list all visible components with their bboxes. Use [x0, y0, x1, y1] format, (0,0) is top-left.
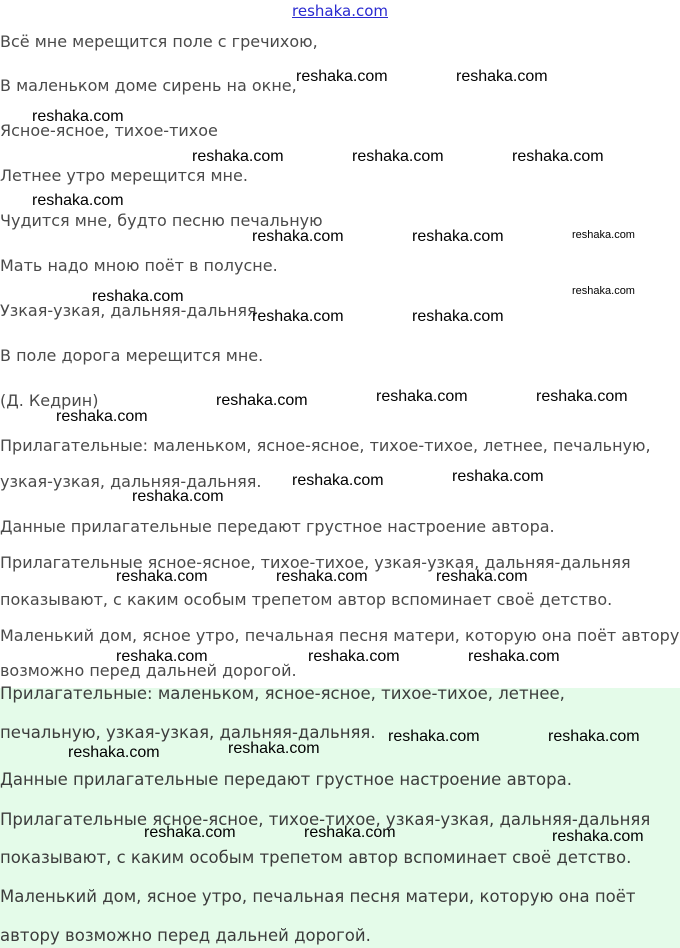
watermark: reshaka.com	[572, 229, 635, 241]
watermark: reshaka.com	[68, 744, 160, 761]
watermark: reshaka.com	[144, 824, 236, 841]
poem-line: Мать надо мною поёт в полусне.	[0, 256, 278, 275]
watermark: reshaka.com	[304, 824, 396, 841]
watermark: reshaka.com	[468, 648, 560, 665]
poem-line: Чудится мне, будто песню печальную	[0, 211, 323, 230]
analysis-repeat-line: показывают, с каким особым трепетом автор вспоминает своё детство.	[0, 848, 632, 867]
watermark: reshaka.com	[292, 472, 384, 489]
watermark: reshaka.com	[132, 488, 224, 505]
analysis-repeat-line: печальную, узкая-узкая, дальняя-дальняя.	[0, 723, 376, 742]
watermark: reshaka.com	[92, 288, 184, 305]
watermark: reshaka.com	[116, 568, 208, 585]
analysis-repeat-line: автору возможно перед дальней дорогой.	[0, 926, 371, 945]
watermark: reshaka.com	[116, 648, 208, 665]
watermark: reshaka.com	[308, 648, 400, 665]
watermark: reshaka.com	[192, 148, 284, 165]
analysis-line: Данные прилагательные передают грустное настроение автора.	[0, 517, 555, 536]
watermark: reshaka.com	[32, 192, 124, 209]
watermark: reshaka.com	[32, 108, 124, 125]
site-link[interactable]: reshaka.com	[292, 2, 388, 20]
analysis-line: Прилагательные: маленьком, ясное-ясное, тихое-тихое, летнее, печальную,	[0, 436, 651, 455]
watermark: reshaka.com	[412, 308, 504, 325]
watermark: reshaka.com	[412, 228, 504, 245]
analysis-line: узкая-узкая, дальняя-дальняя.	[0, 472, 262, 491]
analysis-repeat-line: Маленький дом, ясное утро, печальная песня матери, которую она поёт	[0, 887, 636, 906]
watermark: reshaka.com	[436, 568, 528, 585]
analysis-line: Прилагательные ясное-ясное, тихое-тихое, узкая-узкая, дальняя-дальняя	[0, 553, 631, 572]
poem-line: В маленьком доме сирень на окне,	[0, 76, 297, 95]
poem-line: Узкая-узкая, дальняя-дальняя	[0, 301, 257, 320]
poem-line: В поле дорога мерещится мне.	[0, 346, 264, 365]
watermark: reshaka.com	[216, 392, 308, 409]
watermark: reshaka.com	[228, 740, 320, 757]
analysis-line: Маленький дом, ясное утро, печальная песня матери, которую она поёт автору	[0, 626, 680, 645]
watermark: reshaka.com	[56, 408, 148, 425]
poem-author: (Д. Кедрин)	[0, 391, 99, 410]
analysis-repeat-line: Прилагательные: маленьком, ясное-ясное, тихое-тихое, летнее,	[0, 684, 565, 703]
poem-line: Ясное-ясное, тихое-тихое	[0, 121, 218, 140]
watermark: reshaka.com	[548, 728, 640, 745]
watermark: reshaka.com	[276, 568, 368, 585]
analysis-line: показывают, с каким особым трепетом автор вспоминает своё детство.	[0, 590, 613, 609]
watermark: reshaka.com	[296, 68, 388, 85]
poem-line: Летнее утро мерещится мне.	[0, 166, 248, 185]
watermark: reshaka.com	[552, 828, 644, 845]
analysis-repeat-line: Данные прилагательные передают грустное настроение автора.	[0, 770, 572, 789]
watermark: reshaka.com	[376, 388, 468, 405]
watermark: reshaka.com	[572, 285, 635, 297]
watermark: reshaka.com	[452, 468, 544, 485]
watermark: reshaka.com	[352, 148, 444, 165]
watermark: reshaka.com	[252, 228, 344, 245]
watermark: reshaka.com	[252, 308, 344, 325]
watermark: reshaka.com	[456, 68, 548, 85]
watermark: reshaka.com	[536, 388, 628, 405]
analysis-line: возможно перед дальней дорогой.	[0, 661, 297, 680]
analysis-repeat-line: Прилагательные ясное-ясное, тихое-тихое, узкая-узкая, дальняя-дальняя	[0, 810, 651, 829]
watermark: reshaka.com	[388, 728, 480, 745]
poem-line: Всё мне мерещится поле с гречихою,	[0, 32, 318, 51]
watermark: reshaka.com	[512, 148, 604, 165]
